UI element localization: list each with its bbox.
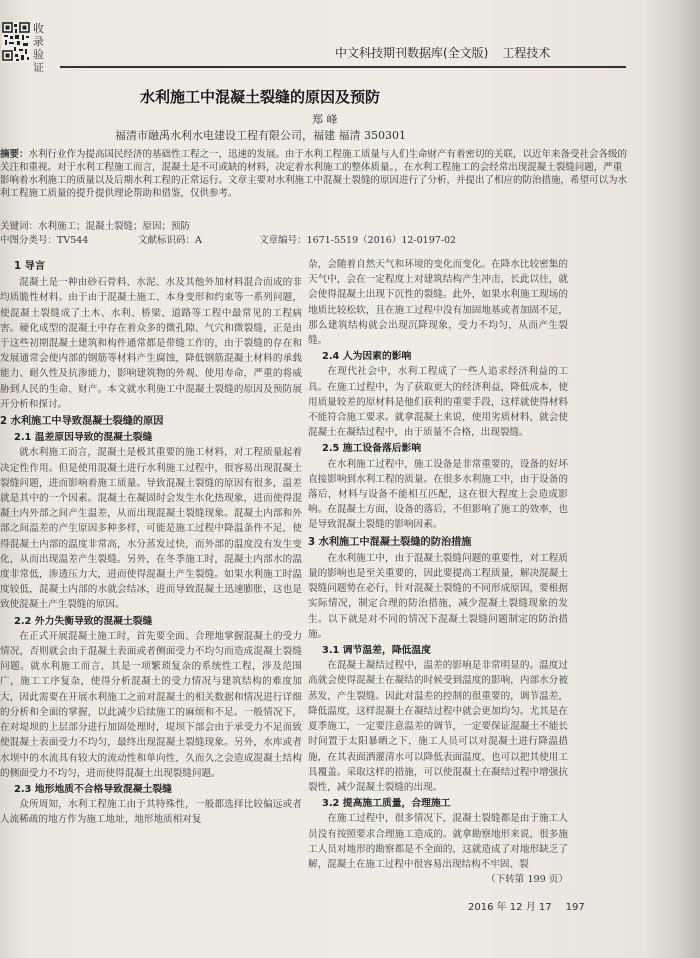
keywords: [0, 218, 630, 232]
paragraph: 在现代社会中，水利工程成了一些人追求经济利益的工具。在施工过程中，为了获取更大的经济利益，降低成本，使用质量较差的原材料是他们获利的重要手段，这样就使得材料不能符合施工要求。就拿混凝土来说，使用劣质材料，就会使混凝土在凝结过程中，由于质量不合格，出现裂缝。: [308, 366, 568, 439]
abstract-text: 水利行业作为提高国民经济的基础性工程之一，迅速的发展。由于水利工程施工质量与人们生命财产有着密切的关联，以近年来备受社会各级的关注和重视。对于水利工程施工而言，混凝土是不可或缺的材料，决定着水利施工的整体质量。，在水利工程施工的会经常出现混凝土裂缝问题，严重影响着水利施工的质量以及后期水利工程的正常运行。文章主要对水利施工中混凝土裂缝的原因进行了分析，并提出了相应的防治措施，希望可以为水利工程施工质量的提升提供理论帮助和借鉴，仅供参考。: [0, 149, 628, 199]
paragraph: 在水利施工过程中，施工设备是非常重要的，设备的好坏直接影响到水利工程的质量。在很多水利施工中，由于设备的落后，材料与设备不能相互匹配，这在很大程度上会造成影响。在混凝土方面，设备的落后，不但影响了施工的效率，也是导致混凝土裂缝的影响因素。: [308, 458, 568, 531]
continued-note: （下转第 199 页）: [486, 874, 568, 886]
subsection-heading: 2.4 人为因素的影响: [322, 351, 412, 363]
article-affiliation: 福清市融禹水利水电建设工程有限公司，福建 福清 350301: [115, 129, 406, 142]
section-name: 工程技术: [502, 46, 551, 60]
keywords-text: 水利施工；混凝土裂缝；原因；预防: [38, 221, 191, 232]
subsection-heading: 3.1 调节温差，降低温度: [322, 645, 431, 657]
paragraph: 在水利施工中，由于混凝土裂缝问题的重要性，对工程质量的影响也是至关重要的，因此要提高工程质量，解决混凝土裂缝问题势在必行，针对混凝土裂缝的不同形成原因，要根据实际情况，制定合理的防治措施，减少混凝土裂缝现象的发生。以下就是对不同的情况下混凝土裂缝问题制定的防治措施。: [308, 552, 568, 640]
page-footer: [468, 898, 585, 913]
article-no-value: 1671-5519（2016）12-0197-02: [306, 235, 457, 246]
subsection-heading: 2.5 施工设备落后影响: [322, 443, 422, 455]
subsection-heading: 3.2 提高施工质量，合理施工: [322, 798, 451, 810]
classification-row: [0, 232, 630, 246]
paragraph: 混凝土是一种由砂石骨料、水泥、水及其他外加材料混合而成的非均质脆性材料。由于由于混凝土施工、本身变形和约束等一系列问题，使混凝土裂缝成了土木、水利、桥梁、道路等工程中最常见的工程病害。硬化成型的混凝土中存在着众多的微孔隙、气穴和微裂缝，正是由于这些初期混凝土建筑和构件通常都是带缝工作的，由于裂缝的存在和发展通常会使内部的钢筋等材料产生腐蚀，降低钢筋混凝土材料的承载能力、耐久性及抗渗能力，影响建筑物的外观、使用寿命，严重的将威胁到人民的生命、财产。本文就水利施工中混凝土裂缝的原因及预防展开分析和探讨。: [0, 277, 302, 410]
page-edge-shadow: [645, 0, 700, 958]
header-rule: [60, 66, 626, 68]
running-header: [335, 44, 550, 61]
paragraph: 在施工过程中，很多情况下，混凝土裂缝都是由于施工人员没有按照要求合理施工造成的。就拿勘察地形来说，很多施工人员对地形的勘察都是不全面的，这就造成了对地形缺乏了解，混凝土在施工过程中很容易出现结构不牢固、裂: [308, 813, 568, 870]
issue-date: 2016 年 12 月 17: [468, 902, 552, 913]
keywords-label: 关键词：: [0, 221, 39, 232]
section-heading: 3 水利施工中混凝土裂缝的防治措施: [308, 536, 472, 548]
journal-name: 中文科技期刊数据库(全文版): [335, 46, 489, 60]
page-number: 197: [565, 902, 585, 913]
paragraph: 在正式开展混凝土施工时，首先要全面、合理地掌握混凝土的受力情况，否则就会由于混凝土表面或者侧面受力不均匀而造成混凝土裂缝问题。就水利施工而言，其是一项繁琐复杂的系统性工程，涉及范围广，施工工序复杂，使得分析混凝土的受力情况与建筑结构的难度加大，因此需要在开展水利施工之前对混凝土的相关数据和情况进行详细的分析和全面的掌握，以此减少后续施工的麻烦和不足。一般情况下，在对堤坝的上层部分进行加固处理时，堤坝下部会由于承受力不足而致使混凝土表面受力不均匀，最终出现混凝土裂缝现象。另外，水库或者水坝中的水流具有较大的流动性和单向性，久而久之会造成混凝土结构的侧面受力不均匀，进而使得混凝土出现裂缝问题。: [0, 630, 302, 779]
abstract-label: 摘要：: [0, 149, 29, 160]
section-heading: 1 导言: [14, 261, 46, 272]
article-author: 郑 峰: [312, 113, 338, 126]
abstract: [0, 148, 630, 200]
doc-code-value: A: [195, 235, 202, 246]
subsection-heading: 2.3 地形地质不合格导致混凝土裂缝: [14, 783, 172, 795]
doc-code-label: 文献标识码：: [138, 235, 196, 246]
qr-code-icon: [2, 22, 30, 62]
verification-label: 收录验证: [33, 22, 44, 74]
paragraph: 杂，会随着自然天气和环境的变化而变化。在降水比较密集的天气中，会在一定程度上对建筑结构产生冲击，长此以往，就会使得混凝土出现下沉性的裂缝。此外，如果水利施工现场的地质比较松软，且在施工过程中没有加固地基或者加固不足，那么建筑结构就会出现沉降现象，受力不均匀，从而产生裂缝。: [308, 259, 568, 347]
paragraph: 在混凝土凝结过程中，温差的影响是非常明显的。温度过高就会使得混凝土在凝结的时候受到温度的影响，内部水分被蒸发，产生裂缝。因此对温差的控制的很重要的，调节温差，降低温度，这样混凝土在凝结过程中就会更加均匀。尤其是在夏季施工，一定要注意温差的调节，一定要保证混凝土不能长时间置于太阳暴晒之下，施工人员可以对混凝土进行降温措施，在其表面洒灌清水可以降低表面温度，也可以把其使用工具覆盖。采取这样的措施，可以使混凝土在凝结过程中增强抗裂性，减少混凝土裂缝的出现。: [308, 660, 568, 793]
subsection-heading: 2.1 温差原因导致的混凝土裂缝: [14, 432, 153, 444]
body-column-right: [308, 257, 568, 887]
paragraph: 众所周知，水利工程施工由于其特殊性，一般都选择比较偏远或者人流稀疏的地方作为施工地址，地形地质相对复: [0, 799, 302, 826]
body-column-left: [0, 257, 302, 828]
clc-value: TV544: [57, 235, 89, 246]
article-no-label: 文章编号：: [259, 235, 307, 246]
clc-label: 中图分类号：: [0, 235, 58, 246]
article-title: 水利施工中混凝土裂缝的原因及预防: [140, 88, 381, 106]
paragraph: 就水利施工而言，混凝土是极其重要的施工材料，对工程质量起着决定性作用。但是使用混凝土进行水利施工过程中，很容易出现混凝土裂缝问题，进而影响着施工质量。导致混凝土裂缝的原因有很多，温差就是其中的一个因素。混凝土在凝固时会发生水化热现象，进而使得混凝土内外部之间产生温差，从而出现混凝土裂缝现象。混凝土内部和外部之间温差的产生原因多种多样，可能是施工过程中降温条件不足，使得混凝土内部的温度非常高，水分蒸发过快，而外部的温度没有发生变化，从而出现温差产生裂缝。另外，在冬季施工时，混凝土内部水的温度非常低，渗透压力大，进而使得混凝土产生裂缝。如果水利施工时温度较低，混凝土内部的水就会结冰，进而导致混凝土迅速膨胀，这也是致使混凝土产生裂缝的原因。: [0, 447, 302, 611]
section-heading: 2 水利施工中导致混凝土裂缝的原因: [0, 416, 164, 428]
subsection-heading: 2.2 外力失衡导致的混凝土裂缝: [14, 615, 153, 627]
